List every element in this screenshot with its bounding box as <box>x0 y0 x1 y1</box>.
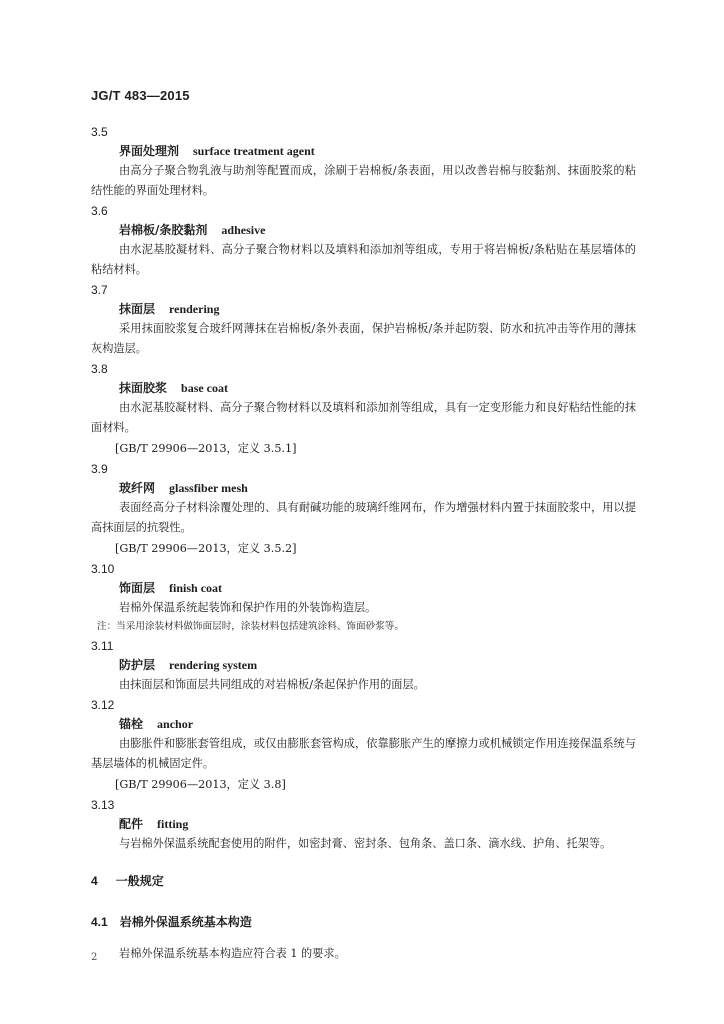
term-entry-3-9 <box>91 459 636 559</box>
term-entry-3-12 <box>91 695 636 795</box>
term-heading <box>91 815 636 834</box>
term-heading <box>91 579 636 598</box>
term-definition: 采用抹面胶浆复合玻纤网薄抹在岩棉板/条外表面，保护岩棉板/条并起防裂、防水和抗冲击等作用的薄抹灰构造层。 <box>91 322 636 355</box>
term-definition: 与岩棉外保温系统配套使用的附件，如密封膏、密封条、包角条、盖口条、滴水线、护角、托架等。 <box>119 837 612 850</box>
section-heading-4 <box>91 872 636 889</box>
term-entry-3-10 <box>91 559 636 636</box>
term-entry-3-8 <box>91 359 636 459</box>
term-number: 3.12 <box>91 698 115 712</box>
section-number: 4 <box>91 874 98 888</box>
term-entry-3-13 <box>91 795 636 854</box>
term-chinese: 玻纤网 <box>119 481 156 495</box>
term-heading <box>91 715 636 734</box>
section-heading-4-1 <box>91 913 636 930</box>
term-english: finish coat <box>169 581 223 595</box>
term-number: 3.8 <box>91 362 108 376</box>
term-english: adhesive <box>221 223 266 237</box>
term-number: 3.11 <box>91 639 114 653</box>
term-number: 3.5 <box>91 125 108 139</box>
term-chinese: 界面处理剂 <box>119 144 180 158</box>
term-number: 3.7 <box>91 283 108 297</box>
term-chinese: 岩棉板/条胶黏剂 <box>119 223 208 237</box>
term-chinese: 抹面层 <box>119 302 156 316</box>
page-number: 2 <box>91 952 98 963</box>
term-number: 3.6 <box>91 204 108 218</box>
term-english: rendering system <box>169 658 258 672</box>
term-definition: 由水泥基胶凝材料、高分子聚合物材料以及填料和添加剂等组成，具有一定变形能力和良好粘结性能的抹面材料。 <box>91 401 636 434</box>
term-number: 3.9 <box>91 462 108 476</box>
term-english: glassfiber mesh <box>169 481 248 495</box>
term-english: fitting <box>157 817 189 831</box>
term-heading <box>91 479 636 498</box>
term-chinese: 配件 <box>119 817 144 831</box>
body-paragraph: 岩棉外保温系统基本构造应符合表 1 的要求。 <box>119 947 346 960</box>
term-heading <box>91 656 636 675</box>
term-entry-3-6 <box>91 201 636 280</box>
term-entry-3-7 <box>91 280 636 359</box>
section-title: 一般规定 <box>115 874 164 888</box>
term-heading <box>91 300 636 319</box>
term-english: rendering <box>169 302 220 316</box>
term-definition: 表面经高分子材料涂覆处理的、具有耐碱功能的玻璃纤维网布，作为增强材料内置于抹面胶浆中，用以提高抹面层的抗裂性。 <box>91 501 636 534</box>
term-source-reference: [GB/T 29906—2013，定义 3.5.1] <box>115 442 297 455</box>
section-title: 岩棉外保温系统基本构造 <box>119 915 252 929</box>
term-definition: 岩棉外保温系统起装饰和保护作用的外装饰构造层。 <box>119 601 377 614</box>
term-heading <box>91 142 636 161</box>
term-definition: 由抹面层和饰面层共同组成的对岩棉板/条起保护作用的面层。 <box>119 678 425 691</box>
term-english: surface treatment agent <box>193 144 315 158</box>
term-source-reference: [GB/T 29906—2013，定义 3.5.2] <box>115 542 297 555</box>
term-definition: 由水泥基胶凝材料、高分子聚合物材料以及填料和添加剂等组成，专用于将岩棉板/条粘贴在基层墙体的粘结材料。 <box>91 243 636 276</box>
term-heading <box>91 221 636 240</box>
term-source-reference: [GB/T 29906—2013，定义 3.8] <box>115 778 286 791</box>
term-chinese: 抹面胶浆 <box>119 381 168 395</box>
page-content <box>91 122 636 964</box>
term-definition: 由高分子聚合物乳液与助剂等配置而成，涂刷于岩棉板/条表面，用以改善岩棉与胶黏剂、抹面胶浆的粘结性能的界面处理材料。 <box>91 164 636 197</box>
term-number: 3.13 <box>91 798 115 812</box>
term-english: base coat <box>181 381 229 395</box>
term-entry-3-11 <box>91 636 636 695</box>
term-heading <box>91 379 636 398</box>
term-english: anchor <box>157 717 194 731</box>
term-note: 注：当采用涂装材料做饰面层时，涂装材料包括建筑涂料、饰面砂浆等。 <box>97 621 404 632</box>
term-chinese: 饰面层 <box>119 581 156 595</box>
term-entry-3-5 <box>91 122 636 201</box>
term-number: 3.10 <box>91 562 115 576</box>
section-number: 4.1 <box>91 915 108 929</box>
standard-code-header: JG/T 483—2015 <box>91 88 190 103</box>
term-definition: 由膨胀件和膨胀套管组成，或仅由膨胀套管构成，依靠膨胀产生的摩擦力或机械锁定作用连接保温系统与基层墙体的机械固定件。 <box>91 737 636 770</box>
term-chinese: 防护层 <box>119 658 156 672</box>
term-chinese: 锚栓 <box>119 717 144 731</box>
